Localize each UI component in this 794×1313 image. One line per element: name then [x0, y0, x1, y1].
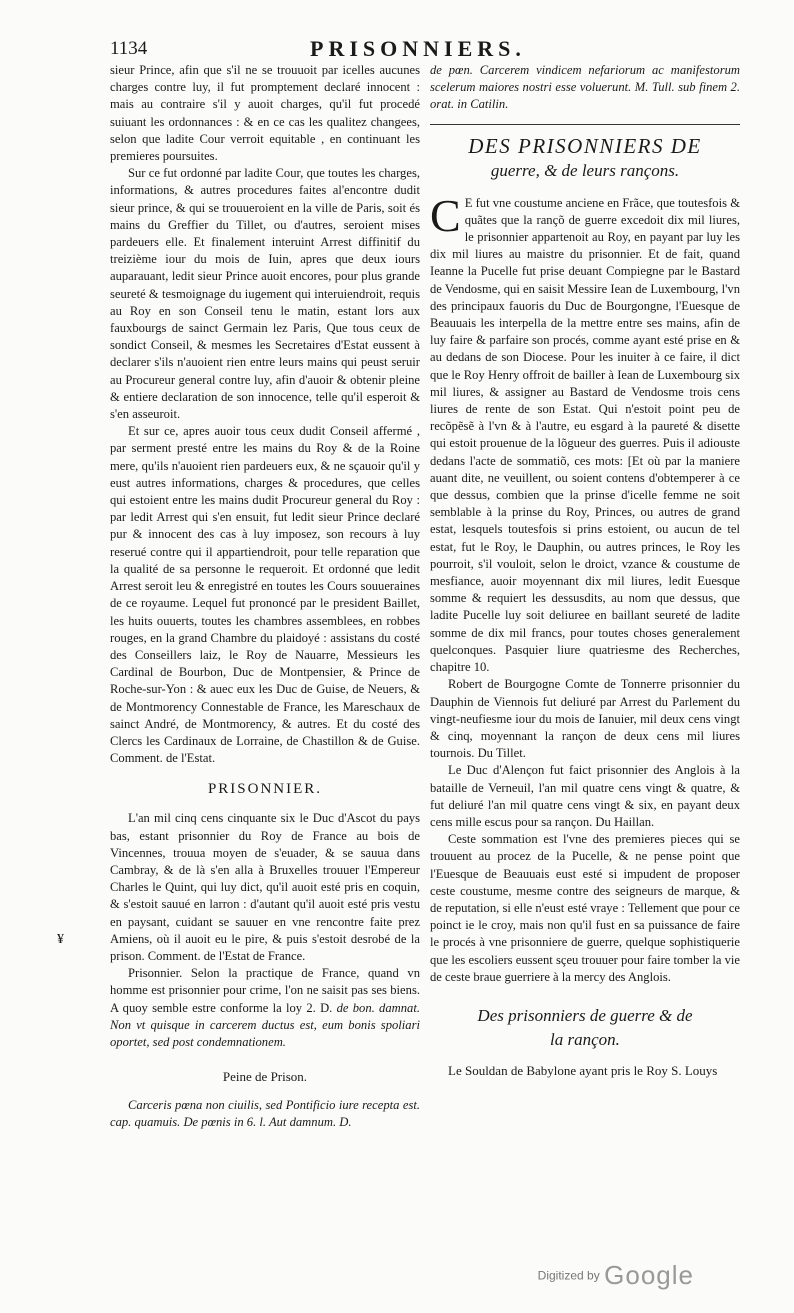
right-paragraph-3: Le Duc d'Alençon fut faict prisonnier des Anglois à la bataille de Verneuil, l'an mil quatre cens vingt & quatre, & fut deliuré l'an mil quatre cens vingt & six, en payant deux cens mille escus pour sa rançon. Du Haillan. — [430, 763, 740, 829]
left-column — [110, 62, 420, 1132]
section-heading-rancon — [430, 1004, 740, 1052]
section-heading-rancon-line1: Des prisonniers de guerre & de — [477, 1005, 693, 1025]
google-logo: Google — [604, 1260, 694, 1290]
digitized-by-text: Digitized by — [537, 1268, 600, 1283]
right-paragraph-1 — [430, 189, 740, 677]
drop-cap: C — [430, 189, 461, 241]
page-header — [110, 36, 740, 62]
digitized-watermark — [538, 1260, 694, 1291]
right-paragraph-1-text: E fut vne coustume anciene en Frãce, que toutesfois & quãtes que la rançõ de guerre excedoit dix mil liures, le prisonnier appartenoit au Roy, en payant par luy les dix mil liures au maistre du prisonnier. Et de fait, quand Ieanne la Pucelle fut prise deuant Compiegne par le Bastard de Vendosme, qui en saisit Messire Iean de Luxembourg, l'vn des principaux fauoris du Duc de Bourgongne, l'Euesque de Beauuais les interpella de la mettre entre ses mains, afin de luy faire & parfaire son procés, comme ayant esté prise en & au dedans de son Diocese. Pour les inuiter à ce faire, il dict que le Roy Henry offroit de bailler à Iean de Luxembourg six mil liures, & assigner au Bastard de Vendosme trois cens liures de rente de son Estat. Qui n'estoit point peu de recõpẽsẽ à l'vn & à l'autre, eu esgard à la paureté & disette qui estoit prouenue de la lõgueur des guerres. Puis il adiouste dedans l'acte de sommatiõ, ces mots: [Et où par la maniere auant dite, ne veuillent, ou soient contens d'obtemperer à ce que dessus, combien que la prinse d'icelle femme ne soit semblable à la prinse du Roy, Princes, ou autres de grand estat, lesquels toutesfois si prins estoient, ou aucun de tel estat, fut le Roy, le Dauphin, ou autres princes, le Roy les pourroit, s'il vouloit, selon le droict, vzance & coustume de mesfiance, auoir moyennant dix mil liures, ledit Euesque somme & requiert les dessusdits, au nom que dessus, que ladite Pucelle luy soit deliuree en baillant seureté de ladite somme de dix mil francs, pour toutes choses generalement quelconques. Pasquier liure quatriesme des Recherches, chapitre 10. — [430, 195, 740, 675]
left-paragraph-1: sieur Prince, afin que s'il ne se trouuoit par icelles aucunes charges contre luy, il fut promptement declaré innocent : mais au contraire s'il y auoit charges, qu'il fut procedé suiuant les ordonnances : & en ce cas les qualitez changees, selon que ladite Cour verroit equitable , en continuant les premieres poursuites. — [110, 63, 420, 164]
right-column — [430, 62, 740, 1079]
left-paragraph-5-text: Prisonnier. Selon la practique de France, quand vn homme est prisonnier pour crime, l'on ne saisit pas ses biens. A quoy semble estre conforme la loy 2. D. — [110, 966, 420, 1015]
left-paragraph-5 — [110, 965, 420, 1051]
running-title: PRISONNIERS. — [310, 36, 526, 61]
section-heading-rancon-line2: la rançon. — [550, 1029, 620, 1049]
left-paragraph-2: Sur ce fut ordonné par ladite Cour, que toutes les charges, informations, & autres procedures faites al'encontre dudit sieur prince, & qui se trouueroient en la ville de Paris, soit és mains du Greffier du Tillet, ou d'autres, seroient mises pardeuers elle. Et finalement interuint Arrest diffinitif du treizième iour du mois de Iuin, apres que deux iours auparauant, ledit sieur Prince auoit encores, pour plus grande seureté & tesmoignage du iugement qui interuiendroit, requis au Roy en son Conseil tenu le matin, estant lors aux fauxbourgs de sainct Germain lez Paris, Que tous ceux de sondict Conseil, & mesmes les Secretaires d'Estat eussent à declarer s'ils n'auoient rien entre leurs mains qui peust seruir au Procureur general contre luy, afin d'auoir & obtenir pleine & entiere declaration de son innocence, telle qu'il esperoit & s'en asseuroit. — [110, 166, 420, 422]
right-paragraph-4: Ceste sommation est l'vne des premieres pieces qui se trouuent au procez de la Pucelle, & ne pense point que l'Euesque de Beauuais eust esté si impudent de proposer ceste coustume, mesme contre des seigneurs de marque, & de reputation, si elle n'eust esté vraye : Tellement que pour ce poinct ie le croy, mais non qu'il fust en sa puissance de faire le procés à vne prisonniere de guerre, quelque sophistiquerie que les escoliers eussent sçeu trouuer pour faire tomber la vie de ceste braue guerriere à la mercy des Anglois. — [430, 832, 740, 984]
section-heading-peine: Peine de Prison. — [222, 1069, 308, 1085]
left-paragraph-3: Et sur ce, apres auoir tous ceux dudit Conseil affermé , par serment presté entre les mains du Roy & de la Roine mere, qu'ils n'auoient rien pardeuers eux, & ne sçauoir qu'il y eust autres informations, charges & procedures, que celles qui estoient entre les mains dudit Procureur general du Roy : par ledit Arrest qui s'en ensuit, fut ledit sieur Prince declaré pur & innocent des cas à luy imposez, son recours à luy reserué contre qui il appartiendroit, pour telle reparation que la qualité de sa personne le requeroit. Et ordonné que ledit Arrest seroit leu & enregistré en toutes les Cours souueraines de ce royaume. Lequel fut prononcé par le president Baillet, les huits ouuerts, toutes les chambres assemblees, en robbes rouges, en la grand Chambre du plaidoyé : assistans du costé des Conseillers laiz, le Roy de Nauarre, Messieurs les Cardinal de Bourbon, Duc de Montpensier, & Prince de Roche-sur-Yon : & auec eux les Duc de Guise, de Neuers, & de Montmorency Connestable de France, les Mareschaux de sainct André, de Montmorency, & autres. Et du costé des Clercs les Cardinaux de Lorraine, de Chastillon & de Guise. Comment. de l'Estat. — [110, 424, 420, 766]
section-heading-prisonnier: PRISONNIER. — [207, 781, 323, 798]
right-paragraph-0: de pœn. Carcerem vindicem nefariorum ac manifestorum scelerum maiores nostri esse voluerunt. M. Tull. sub finem 2. orat. in Catilin. — [430, 63, 740, 112]
margin-mark: ¥ — [57, 932, 64, 947]
section-divider — [430, 124, 740, 125]
right-paragraph-5: Le Souldan de Babylone ayant pris le Roy S. Louys — [448, 1062, 718, 1078]
left-paragraph-6: Carceris pœna non ciuilis, sed Pontificio iure recepta est. cap. quamuis. De pœnis in 6. l. Aut damnum. D. — [110, 1098, 420, 1130]
page-number: 1134 — [110, 38, 148, 59]
right-paragraph-2: Robert de Bourgogne Comte de Tonnerre prisonnier du Dauphin de Viennois fut deliuré par Arrest du Parlement du vingt-neufiesme iour du mois de Ianuier, mil deux cens vingt & cinq, moyennant la rançon de deux cens mil liures tournois. Du Tillet. — [430, 677, 740, 761]
chapter-subtitle: guerre, & de leurs rançons. — [490, 160, 680, 180]
chapter-title: DES PRISONNIERS DE — [468, 133, 702, 158]
left-paragraph-4: L'an mil cinq cens cinquante six le Duc d'Ascot du pays bas, estant prisonnier du Roy de France au bois de Vincennes, trouua moyen de s'euader, & se sauua dans Cambray, & de là s'en alla à Bruxelles trouuer l'Empereur Charles le Quint, qui luy dict, qu'il auoit esté pris en coquin, & s'estoit sauué en larron : d'autant qu'il auoit esté pris vestu en paysant, cuidant se sauuer en vne rencontre faite prez Amiens, où il auoit eu le pire, & puis s'estoit desrobé de la prison. Comment. de l'Estat de France. — [110, 811, 420, 963]
left-paragraph-5-latin: de bon. damnat. Non vt quisque in carcerem ductus est, eum bonis spoliari oportet, sed post condemnationem. — [110, 1000, 420, 1049]
